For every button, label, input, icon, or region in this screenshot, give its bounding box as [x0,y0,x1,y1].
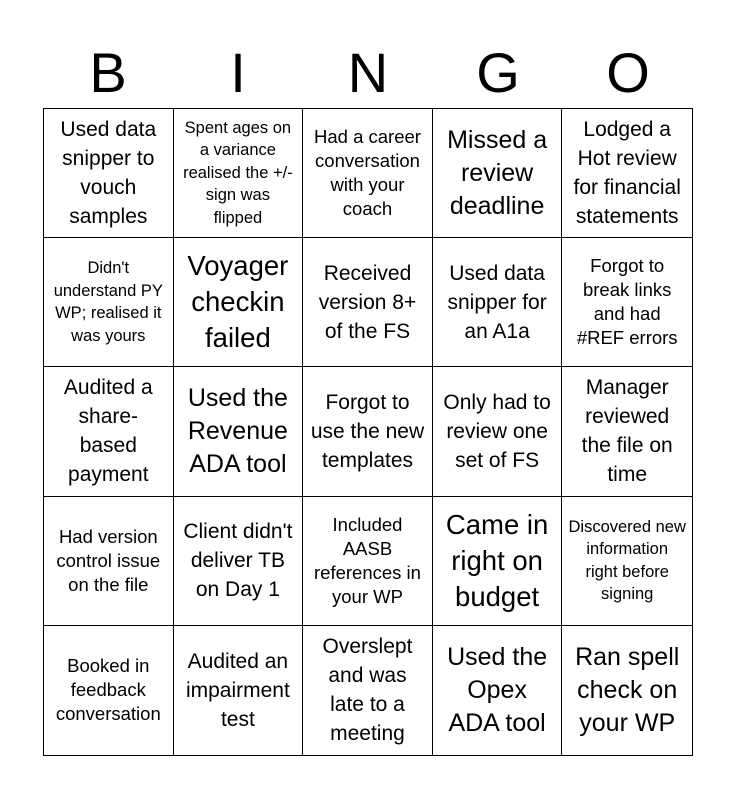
bingo-cell-r1-c5[interactable] [562,109,692,238]
bingo-cell-text: Only had to review one set of FS [443,390,551,472]
bingo-cell-r4-c2[interactable] [174,497,304,626]
bingo-cell-r3-c2[interactable] [174,367,304,496]
bingo-cell-text: Voyager checkin failed [187,250,289,354]
bingo-cell-r5-c2[interactable] [174,626,304,755]
bingo-cell-text: Had a career conversation with your coach [314,126,421,220]
bingo-cell-text: Included AASB references in your WP [314,513,421,607]
bingo-cell-text: Ran spell check on your WP [575,642,680,737]
bingo-cell-text: Overslept and was late to a meeting [322,635,413,746]
header-letter-o: O [606,41,650,104]
bingo-cell-text: Missed a review deadline [447,125,548,220]
bingo-cell-text: Forgot to break links and had #REF errors [576,255,678,349]
bingo-cell-r1-c1[interactable] [44,109,174,238]
header-letter-i: I [230,41,246,104]
header-letter-g: G [476,41,520,104]
bingo-cell-text: Lodged a Hot review for financial statements [573,118,681,229]
bingo-cell-r5-c3[interactable] [303,626,433,755]
bingo-cell-r3-c4[interactable] [433,367,563,496]
bingo-cell-text: Used data snipper to vouch samples [60,118,157,229]
bingo-cell-text: Discovered new information right before signing [568,517,686,604]
bingo-cell-text: Used the Revenue ADA tool [187,383,288,478]
header-letter-n: N [347,41,389,104]
bingo-cell-r4-c3[interactable] [303,497,433,626]
bingo-cell-text: Used data snipper for an A1a [447,261,547,343]
bingo-cell-r5-c5[interactable] [562,626,692,755]
bingo-cell-text: Manager reviewed the file on time [581,376,673,487]
bingo-cell-text: Audited a share-based payment [63,376,153,487]
bingo-header [43,40,693,106]
bingo-cell-r4-c5[interactable] [562,497,692,626]
bingo-cell-r2-c2[interactable] [174,238,304,367]
bingo-cell-r3-c5[interactable] [562,367,692,496]
bingo-grid [43,108,693,756]
bingo-cell-r5-c4[interactable] [433,626,563,755]
bingo-cell-r4-c1[interactable] [44,497,174,626]
bingo-cell-text: Forgot to use the new templates [310,390,425,472]
bingo-cell-r4-c4[interactable] [433,497,563,626]
bingo-cell-text: Came in right on budget [445,508,549,612]
bingo-cell-text: Audited an impairment test [185,649,290,731]
header-letter-b: B [89,41,127,104]
bingo-cell-r2-c5[interactable] [562,238,692,367]
bingo-cell-r2-c3[interactable] [303,238,433,367]
bingo-cell-text: Client didn't deliver TB on Day 1 [183,520,293,602]
bingo-cell-r1-c3[interactable] [303,109,433,238]
bingo-cell-text: Received version 8+ of the FS [318,261,417,343]
bingo-cell-r1-c4[interactable] [433,109,563,238]
bingo-cell-text: Used the Opex ADA tool [447,642,548,737]
bingo-cell-r2-c1[interactable] [44,238,174,367]
bingo-cell-r2-c4[interactable] [433,238,563,367]
bingo-cell-text: Spent ages on a variance realised the +/- sign was flipped [183,118,293,227]
bingo-cell-text: Had version control issue on the file [56,525,161,595]
bingo-cell-text: Didn't understand PY WP; realised it was yours [53,259,163,345]
bingo-cell-r5-c1[interactable] [44,626,174,755]
bingo-cell-r3-c3[interactable] [303,367,433,496]
bingo-cell-r3-c1[interactable] [44,367,174,496]
bingo-cell-text: Booked in feedback conversation [55,655,161,725]
bingo-cell-r1-c2[interactable] [174,109,304,238]
